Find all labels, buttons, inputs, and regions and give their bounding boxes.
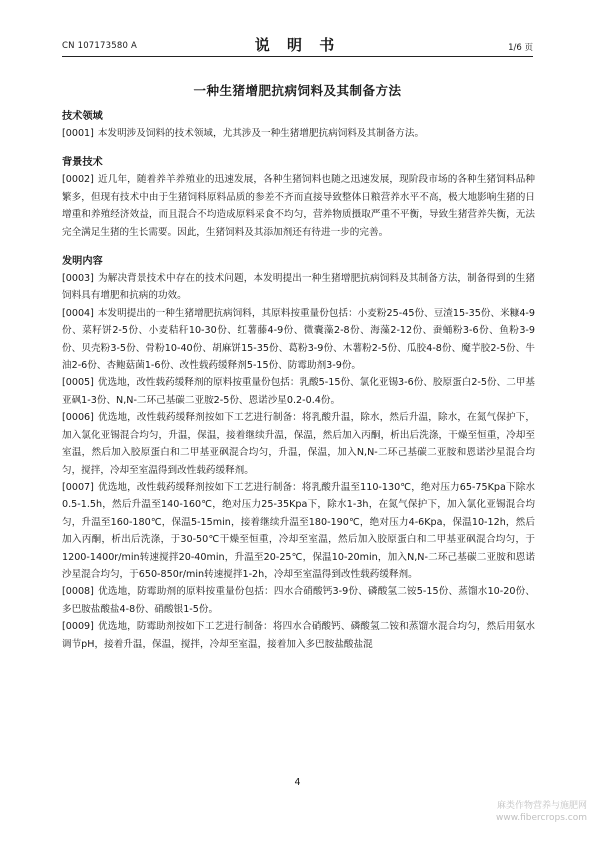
- paragraph-number: [0002]: [62, 174, 94, 186]
- paragraph-text: 优选地，防霉助剂的原料按重量份包括：四水合硝酸钙3-9份、磷酸氢二铵5-15份、蒸馏水10-20份、多巴胺盐酸盐4-8份、硝酸银1-5份。: [62, 586, 535, 615]
- paragraph-text: 优选地，防霉助剂按如下工艺进行制备：将四水合硝酸钙、磷酸氢二铵和蒸馏水混合均匀，然后用氨水调节pH，接着升温，保温，搅拌，冷却至室温，接着加入多巴胺盐酸盐混: [62, 621, 535, 650]
- paragraph-number: [0003]: [62, 273, 94, 285]
- paragraph-text: 优选地，改性载药缓释剂按如下工艺进行制备：将乳酸升温至110-130℃，绝对压力65-75Kpa下除水0.5-1.5h，然后升温至140-160℃，绝对压力25-35Kpa下，除水1-3h，在氮气保护下，加入氯化亚锡混合均匀，升温至160-180℃，保温5-15min，接着继续升温至180-190℃，绝对压力4-6Kpa，保温10-12h，然后加入丙酮，析出后洗涤，于30-50℃干燥至恒重，冷却至室温，然后加入胶原蛋白和二甲基亚砜混合均匀，于1200-1400r/min转速搅拌20-40min，升温至20-25℃，保温10-20min，加入N,N-二环己基碳二亚胺和恩诺沙星混合均匀，于650-850r/min转速搅拌1-2h，冷却至室温得到改性载药缓释剂。: [62, 481, 535, 580]
- document-title: 一种生猪增肥抗病饲料及其制备方法: [193, 83, 402, 98]
- paragraph-0008: [62, 583, 535, 618]
- paragraph-text: 为解决背景技术中存在的技术问题，本发明提出一种生猪增肥抗病饲料及其制备方法，制备得到的生猪饲料具有增肥和抗病的功效。: [62, 273, 535, 302]
- watermark: [496, 800, 587, 824]
- paragraph-0001: [62, 125, 535, 142]
- page-info: 1/6 页: [508, 43, 533, 53]
- paragraph-0004: [62, 305, 535, 375]
- paragraph-number: [0005]: [62, 377, 94, 389]
- paragraph-text: 本发明提出的一种生猪增肥抗病饲料，其原料按重量份包括：小麦粉25-45份、豆渣15-35份、米糠4-9份、菜籽饼2-5份、小麦秸秆10-30份、红薯藤4-9份、微囊藻2-8份、海藻2-12份、蚕蛹粉3-6份、鱼粉3-9份、贝壳粉3-5份、骨粉10-40份、胡麻饼15-35份、葛粉3-9份、木薯粉2-5份、瓜胶4-8份、魔芋胶2-5份、牛油2-6份、杏鲍菇菌1-6份、改性载药缓释剂5-15份、防霉助剂3-9份。: [62, 307, 535, 372]
- paragraph-0002: [62, 171, 535, 241]
- paragraph-number: [0001]: [62, 128, 94, 139]
- section-heading-tech-field: 技术领域: [62, 111, 103, 122]
- paragraph-0005: [62, 374, 535, 409]
- paragraph-0009: [62, 618, 535, 653]
- paragraph-number: [0007]: [62, 481, 94, 493]
- paragraph-text: 优选地，改性载药缓释剂按如下工艺进行制备：将乳酸升温，除水，然后升温，除水，在氮气保护下，加入氯化亚锡混合均匀，升温，保温，接着继续升温，保温，然后加入丙酮，析出后洗涤，干燥至恒重，冷却至室温，然后加入胶原蛋白和二甲基亚砜混合均匀，升温，保温，加入N,N-二环己基碳二亚胺和恩诺沙星混合均匀，搅拌，冷却至室温得到改性载药缓释剂。: [62, 412, 535, 476]
- document-type: 说 明 书: [254, 36, 341, 54]
- paragraph-number: [0008]: [62, 586, 94, 598]
- paragraph-number: [0006]: [62, 412, 94, 424]
- paragraph-0006: [62, 409, 535, 479]
- header-divider: [62, 56, 533, 57]
- paragraph-number: [0004]: [62, 307, 94, 319]
- paragraph-text: 近几年，随着养羊养殖业的迅速发展，各种生猪饲料也随之迅速发展，现阶段市场的各种生猪饲料品种繁多，但现有技术中由于生猪饲料原料品质的参差不齐而直接导致整体日粮营养水平不高，极大地影响生猪的日增重和养殖经济效益，而且混合不均造成原料采食不均匀，营养物质摄取严重不平衡，导致生猪营养失衡，无法完全满足生猪的生长需要。因此，生猪饲料及其添加剂还有待进一步的完善。: [62, 174, 535, 238]
- paragraph-text: 本发明涉及饲料的技术领域，尤其涉及一种生猪增肥抗病饲料及其制备方法。: [97, 128, 425, 139]
- section-heading-background: 背景技术: [62, 157, 103, 169]
- watermark-line2: www.fibercrops.com: [496, 813, 587, 823]
- paragraph-text: 优选地，改性载药缓释剂的原料按重量份包括：乳酸5-15份、氯化亚锡3-6份、胶原蛋白2-5份、二甲基亚砜1-3份、N,N-二环己基碳二亚胺2-5份、恩诺沙星0.2-0.4份。: [62, 377, 535, 406]
- patent-number: CN 107173580 A: [62, 41, 137, 51]
- watermark-line1: 麻类作物营养与施肥网: [496, 801, 587, 811]
- page-number: 4: [294, 777, 301, 788]
- document-body: [62, 108, 535, 653]
- paragraph-0003: [62, 270, 535, 305]
- paragraph-0007: [62, 479, 535, 583]
- section-heading-summary: 发明内容: [62, 256, 103, 268]
- paragraph-number: [0009]: [62, 621, 94, 633]
